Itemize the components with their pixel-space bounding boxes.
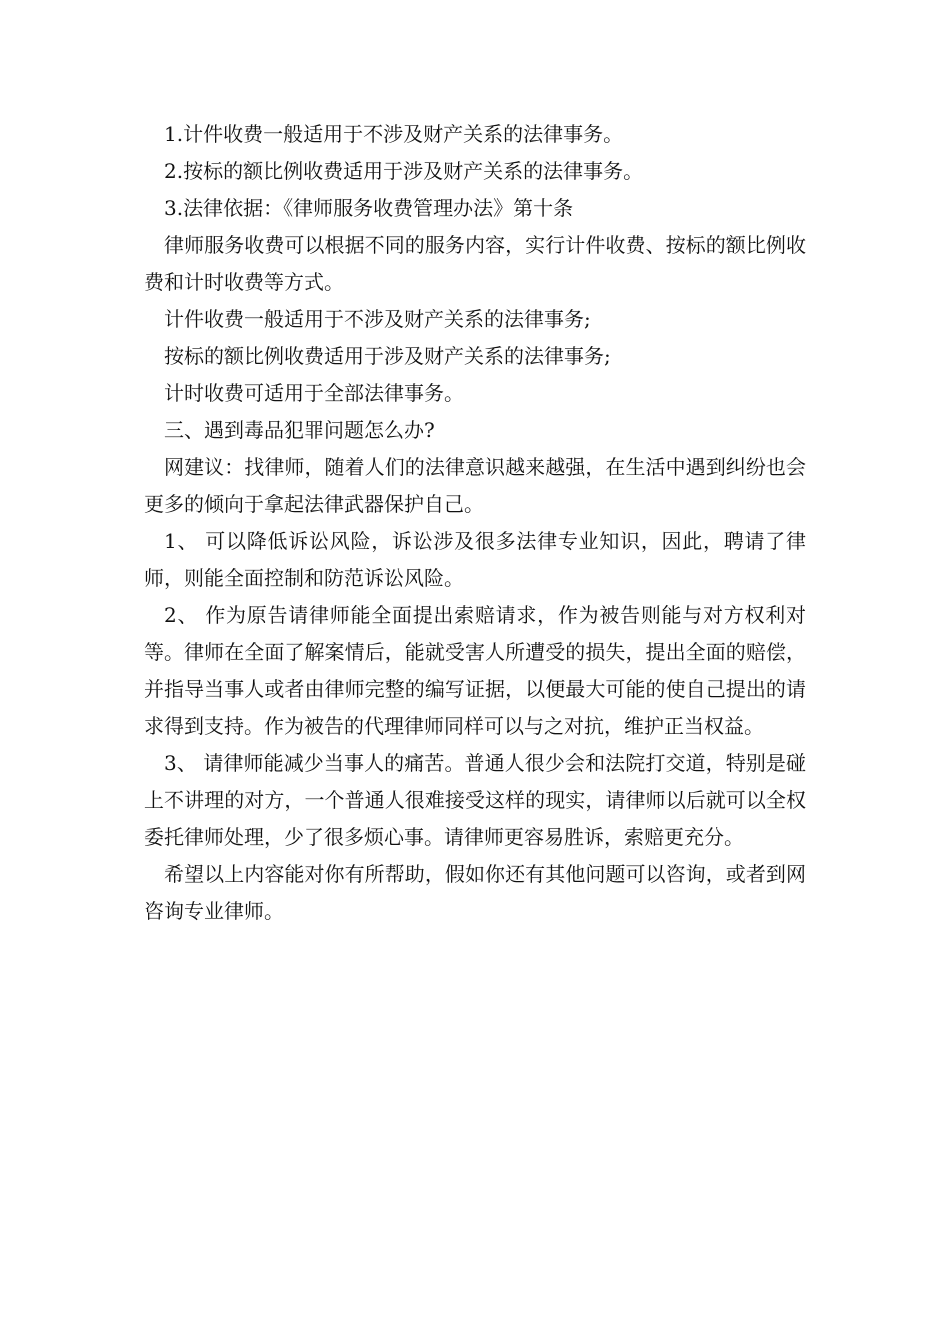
paragraph-hourly-scope: 计时收费可适用于全部法律事务。 — [164, 381, 464, 405]
paragraph-fee-per-item: 1.计件收费一般适用于不涉及财产关系的法律事务。 — [164, 122, 624, 146]
paragraph-closing: 希望以上内容能对你有所帮助，假如你还有其他问题可以咨询，或者到网咨询专业律师。 — [144, 862, 806, 923]
paragraph-point-2: 2、 作为原告请律师能全面提出索赔请求，作为被告则能与对方权利对等。律师在全面了解案情后，能就受害人所遭受的损失，提出全面的赔偿，并指导当事人或者由律师完整的编写证据，以便最大可能的使自己提出的请求得到支持。作为被告的代理律师同样可以与之对抗，维护正当权益。 — [144, 603, 806, 738]
paragraph-advice: 网建议：找律师，随着人们的法律意识越来越强，在生活中遇到纠纷也会更多的倾向于拿起法律武器保护自己。 — [144, 455, 806, 516]
paragraph-point-1: 1、 可以降低诉讼风险，诉讼涉及很多法律专业知识，因此，聘请了律师，则能全面控制和防范诉讼风险。 — [144, 529, 806, 590]
paragraph-ratio-scope: 按标的额比例收费适用于涉及财产关系的法律事务; — [164, 344, 611, 368]
paragraph-point-3: 3、 请律师能减少当事人的痛苦。普通人很少会和法院打交道，特别是碰上不讲理的对方，一个普通人很难接受这样的现实，请律师以后就可以全权委托律师处理，少了很多烦心事。请律师更容易胜诉，索赔更充分。 — [144, 751, 806, 849]
document-body — [144, 116, 806, 930]
paragraph-fee-methods: 律师服务收费可以根据不同的服务内容，实行计件收费、按标的额比例收费和计时收费等方式。 — [144, 233, 806, 294]
paragraph-fee-by-ratio: 2.按标的额比例收费适用于涉及财产关系的法律事务。 — [164, 159, 644, 183]
section-heading-drug-crime: 三、遇到毒品犯罪问题怎么办? — [164, 418, 435, 442]
paragraph-legal-basis: 3.法律依据：《律师服务收费管理办法》第十条 — [164, 196, 574, 220]
paragraph-per-item-scope: 计件收费一般适用于不涉及财产关系的法律事务; — [164, 307, 591, 331]
